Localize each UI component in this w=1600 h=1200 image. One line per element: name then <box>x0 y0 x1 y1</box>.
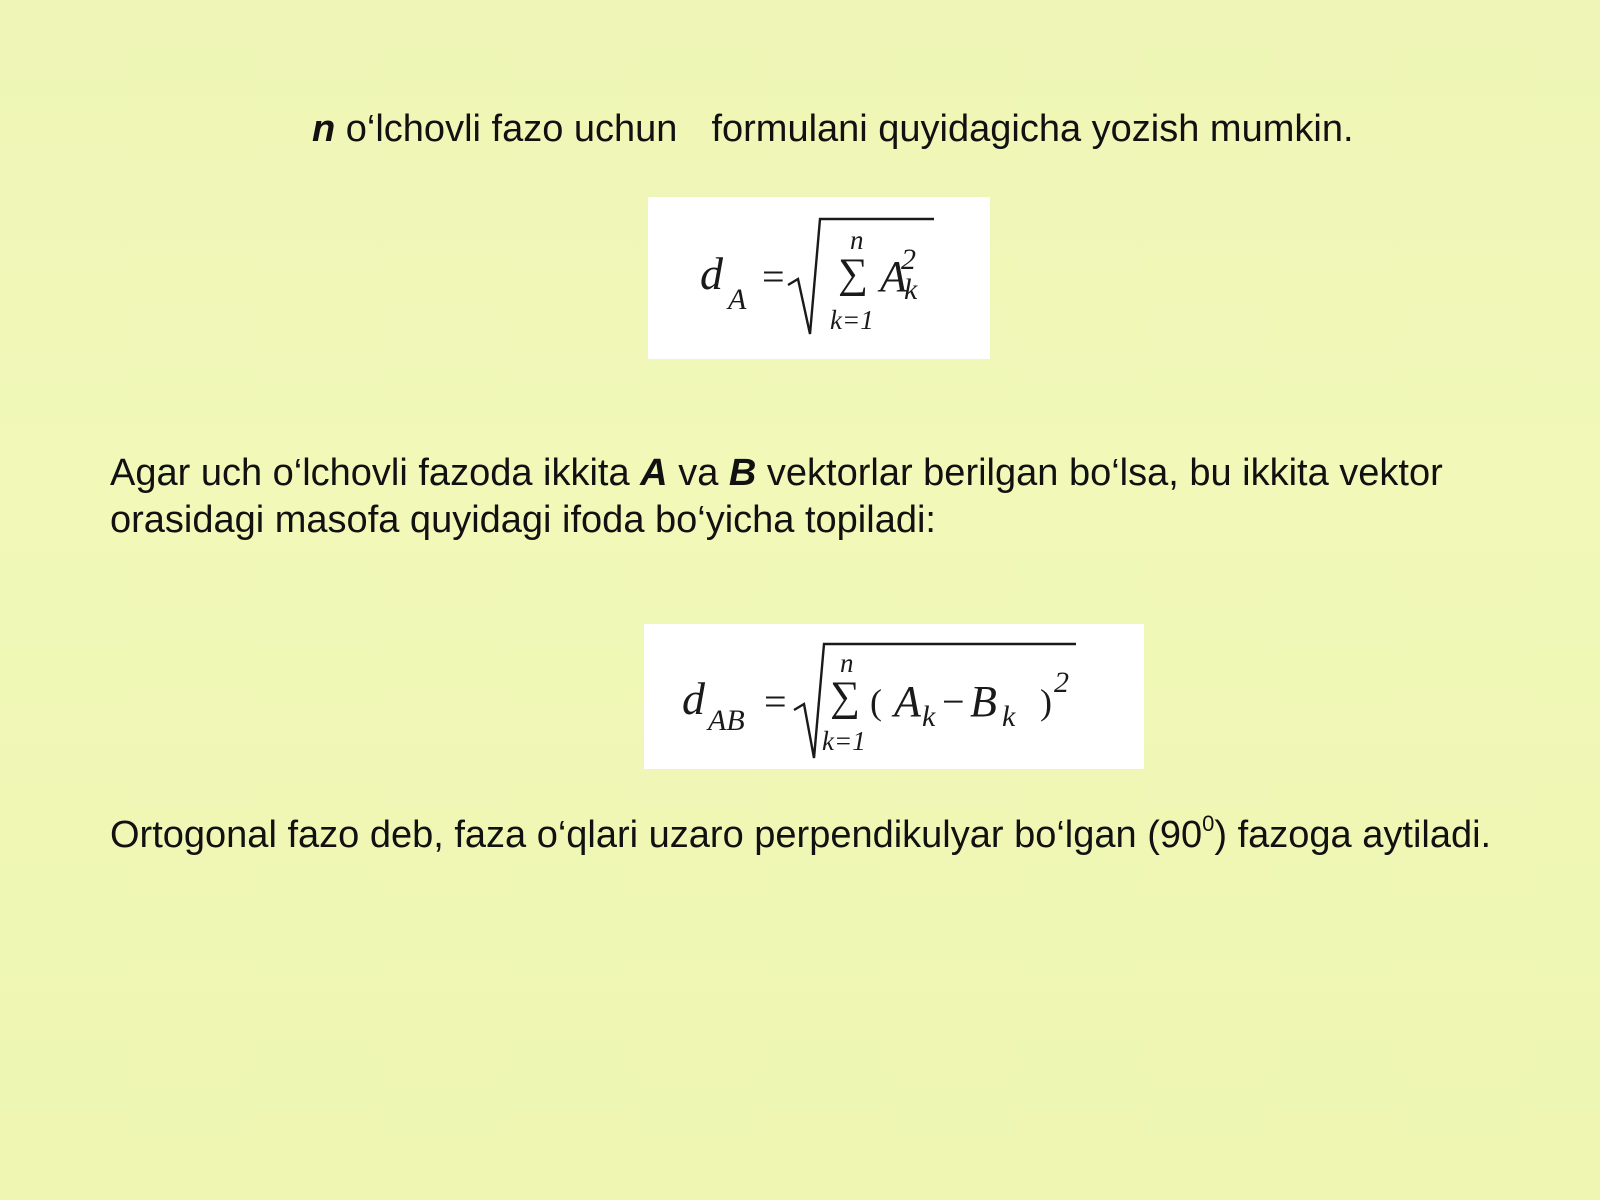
formula-a-upper: n <box>850 225 864 255</box>
formula-ab-upper: n <box>840 648 854 678</box>
formula-ab-minus: − <box>942 679 965 724</box>
para-vectors-text-2: va <box>678 452 719 494</box>
formula-ab-close-paren: ) <box>1040 682 1052 722</box>
intro-text-2: formulani quyidagicha yozish mumkin. <box>711 108 1354 150</box>
formula-ab-sub: AB <box>708 704 745 737</box>
formula-a-term: A <box>880 252 907 301</box>
formula-ab-a: A <box>894 677 921 726</box>
para-ortho-text-2: ) fazoga aytiladi. <box>1214 814 1492 856</box>
formula-ab-b-sub: k <box>1002 700 1016 733</box>
paragraph-vectors <box>110 450 1510 544</box>
formula-a-sub: A <box>728 283 747 316</box>
degree-superscript: 0 <box>1202 811 1215 836</box>
vector-b-label: B <box>728 452 757 494</box>
para-ortho-text-1: Ortogonal fazo deb, faza o‘qlari uzaro perpendikulyar bo‘lgan (90 <box>110 814 1203 856</box>
formula-ab-equals: = <box>764 679 787 724</box>
formula-ab-sigma: ∑ <box>830 674 860 720</box>
vector-a-label: A <box>640 452 668 494</box>
formula-ab-open-paren: ( <box>870 682 882 722</box>
intro-var-n: n <box>312 108 336 150</box>
formula-distance-ab <box>644 624 1144 769</box>
paragraph-orthogonal <box>110 812 1510 859</box>
formula-a-sigma: ∑ <box>838 251 868 297</box>
formula-a-term-sub: k <box>904 273 918 306</box>
intro-text-1: o‘lchovli fazo uchun <box>345 108 678 150</box>
intro-line <box>312 106 1354 153</box>
formula-ab-sup: 2 <box>1054 666 1069 699</box>
formula-distance-a <box>648 197 990 359</box>
para-vectors-text-1: Agar uch o‘lchovli fazoda ikkita <box>110 452 630 494</box>
para-vectors-text-3: vektorlar berilgan bo‘lsa, bu ikkita vektor orasidagi masofa quyidagi ifoda bo‘yicha topiladi: <box>110 452 1443 541</box>
formula-ab-lower: k=1 <box>822 726 866 756</box>
formula-ab-b: B <box>970 677 997 726</box>
formula-a-lower: k=1 <box>830 305 874 335</box>
formula-ab-a-sub: k <box>922 700 936 733</box>
formula-ab-d: d <box>682 673 705 724</box>
formula-a-term-sup: 2 <box>901 243 916 276</box>
formula-a-d: d <box>700 248 723 299</box>
formula-a-equals: = <box>762 254 785 299</box>
